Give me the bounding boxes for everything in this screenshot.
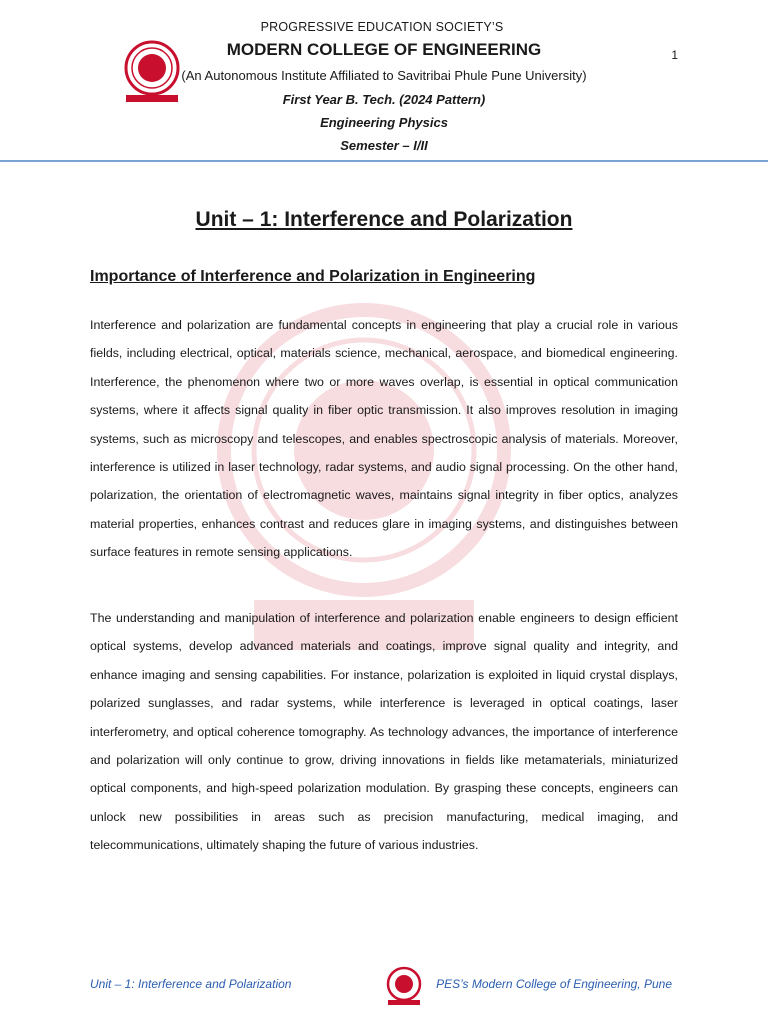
affiliation-line: (An Autonomous Institute Affiliated to Savitribai Phule Pune University) [181,68,587,83]
course-line: Engineering Physics [320,115,448,130]
section-title: Importance of Interference and Polarization in Engineering [90,268,536,285]
paragraph-1: Interference and polarization are fundamental concepts in engineering that play a crucial role in various fields, including electrical, optical, materials science, mechanical, aerospace, and biomedical engineering. Interference, the phenomenon where two or more waves overlap, is essential in optical communication systems, where it affects signal quality in fiber optic transmission. It also improves resolution in imaging systems, such as microscopy and telescopes, and enables spectroscopic analysis of materials. Moreover, interference is utilized in laser technology, radar systems, and audio signal processing. On the other hand, polarization, the orientation of electromagnetic waves, maintains signal integrity in fiber optics, analyzes material properties, enhances contrast and reduces glare in imaging systems, and distinguishes between surface features in remote sensing applications. [90,318,678,560]
header-divider [0,160,768,162]
paragraph-2: The understanding and manipulation of interference and polarization enable engineers to design efficient optical systems, develop advanced materials and coatings, improve signal quality and integrity, and enhance imaging and sensing capabilities. For instance, polarization is exploited in liquid crystal displays, polarized sunglasses, and radar systems, while interference is leveraged in optical coatings, laser interferometry, and optical coherence tomography. As technology advances, the importance of interference and polarization will only continue to grow, driving innovations in fields like metamaterials, miniaturized optical components, and high-speed polarization modulation. By grasping these concepts, engineers can unlock new possibilities in areas such as precision manufacturing, medical imaging, and telecommunications, ultimately shaping the future of various industries. [90,611,678,853]
semester-line: Semester – I/II [340,138,428,153]
college-name: MODERN COLLEGE OF ENGINEERING [226,40,542,59]
footer-unit-title: Unit – 1: Interference and Polarization [90,977,292,991]
footer-college-name: PES’s Modern College of Engineering, Pune [436,977,672,991]
unit-title: Unit – 1: Interference and Polarization [195,208,573,231]
footer-college-logo [384,966,424,1006]
society-name: PROGRESSIVE EDUCATION SOCIETY’S [260,20,504,34]
program-line: First Year B. Tech. (2024 Pattern) [282,92,486,107]
page-number: 1 [671,48,678,62]
